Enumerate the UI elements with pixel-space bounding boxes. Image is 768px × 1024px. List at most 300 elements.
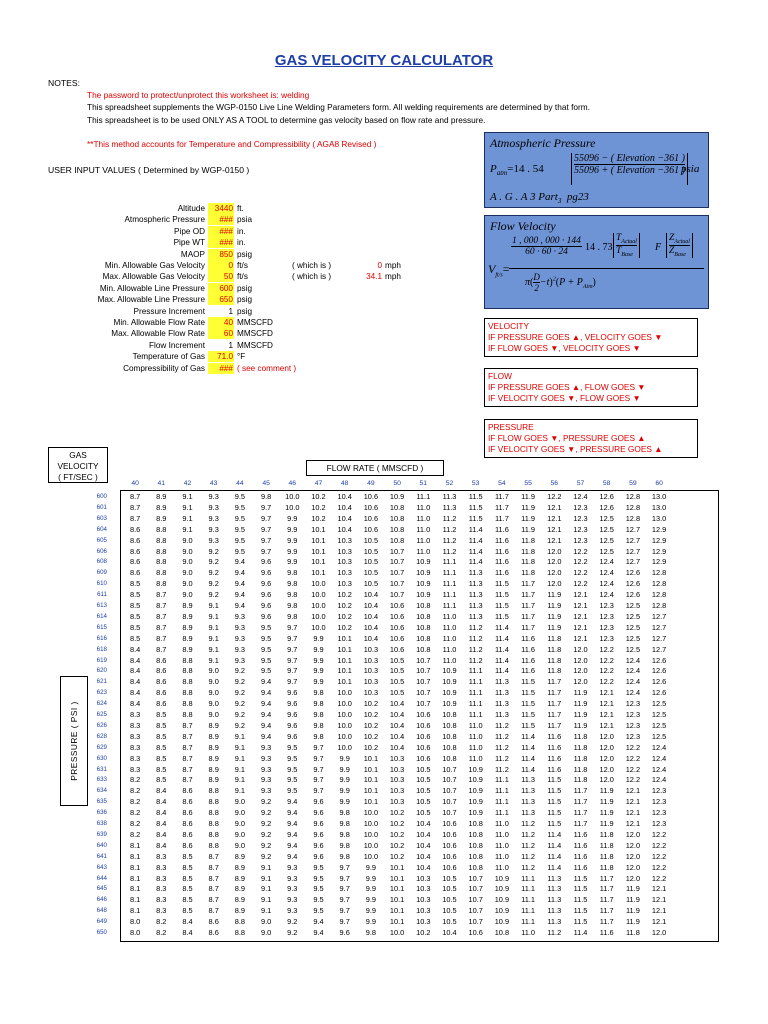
velocity-cell: 10.0 <box>285 492 300 501</box>
velocity-cell: 8.4 <box>156 819 167 828</box>
velocity-cell: 11.2 <box>442 546 457 556</box>
velocity-cell: 9.1 <box>260 906 272 916</box>
velocity-cell: 8.8 <box>182 677 193 687</box>
input-value-field[interactable]: ### <box>208 226 234 237</box>
velocity-cell: 10.0 <box>363 829 379 839</box>
velocity-cell: 11.7 <box>547 710 562 719</box>
input-value-field[interactable]: ### <box>208 214 234 225</box>
velocity-cell: 10.9 <box>468 775 483 785</box>
velocity-cell: 12.5 <box>625 633 641 643</box>
velocity-cell: 10.3 <box>389 797 405 807</box>
velocity-cell: 9.7 <box>287 655 298 665</box>
velocity-cell: 12.5 <box>599 524 614 534</box>
velocity-cell: 10.6 <box>442 862 457 872</box>
velocity-cell: 12.2 <box>651 840 667 850</box>
velocity-cell: 9.5 <box>234 546 246 556</box>
velocity-cell: 11.2 <box>468 644 483 654</box>
velocity-cell: 9.2 <box>208 557 219 567</box>
velocity-cell: 8.5 <box>156 720 167 730</box>
flow-main-fraction-bar <box>509 268 704 269</box>
velocity-cell: 11.7 <box>573 797 588 807</box>
velocity-cell: 11.0 <box>468 753 483 763</box>
flow-column-header: 41 <box>157 480 166 487</box>
velocity-cell: 10.8 <box>416 601 431 610</box>
velocity-cell: 11.8 <box>573 742 588 752</box>
velocity-cell: 11.2 <box>442 524 457 534</box>
velocity-cell: 11.6 <box>547 753 562 763</box>
velocity-cell: 11.0 <box>442 655 457 665</box>
velocity-cell: 8.8 <box>156 546 167 556</box>
velocity-cell: 11.3 <box>547 906 562 916</box>
velocity-cell: 9.3 <box>234 622 246 632</box>
velocity-cell: 8.7 <box>182 775 193 785</box>
input-value-field[interactable]: 0 <box>208 260 234 271</box>
velocity-cell: 10.2 <box>416 928 431 937</box>
velocity-cell: 11.9 <box>547 611 562 621</box>
atm-fraction <box>571 153 688 185</box>
velocity-cell: 12.6 <box>651 688 667 698</box>
velocity-cell: 9.3 <box>260 786 272 796</box>
velocity-cell: 10.0 <box>311 622 326 632</box>
pressure-row-header: 623 <box>96 689 107 697</box>
velocity-cell: 8.5 <box>129 622 141 632</box>
velocity-cell: 8.4 <box>156 829 167 839</box>
velocity-cell: 8.3 <box>156 895 167 905</box>
velocity-cell: 10.6 <box>416 710 431 719</box>
velocity-cell: 10.2 <box>389 840 405 850</box>
velocity-cell: 12.4 <box>625 655 641 665</box>
velocity-cell: 9.5 <box>287 786 298 796</box>
velocity-cell: 8.7 <box>208 895 219 905</box>
velocity-cell: 10.2 <box>337 611 352 621</box>
velocity-cell: 8.8 <box>156 535 167 545</box>
input-row <box>0 328 420 339</box>
velocity-cell: 8.4 <box>156 786 167 796</box>
velocity-cell: 12.4 <box>599 590 614 600</box>
velocity-cell: 9.4 <box>260 720 272 730</box>
velocity-cell: 10.7 <box>442 786 457 796</box>
velocity-cell: 8.8 <box>234 928 246 937</box>
velocity-cell: 10.1 <box>311 568 326 578</box>
velocity-cell: 9.7 <box>287 677 298 687</box>
velocity-cell: 12.1 <box>573 590 588 600</box>
velocity-cell: 9.0 <box>182 546 193 556</box>
velocity-cell: 10.4 <box>337 492 352 501</box>
velocity-cell: 9.8 <box>287 579 298 589</box>
velocity-cell: 11.9 <box>573 720 588 730</box>
velocity-cell: 10.4 <box>442 928 457 937</box>
velocity-cell: 11.1 <box>494 797 509 807</box>
velocity-cell: 9.4 <box>287 819 298 828</box>
velocity-cell: 9.5 <box>260 633 272 643</box>
velocity-cell: 12.1 <box>573 601 588 610</box>
velocity-cell: 8.5 <box>182 895 193 905</box>
velocity-cell: 11.6 <box>521 633 536 643</box>
velocity-cell: 12.1 <box>651 884 667 894</box>
velocity-cell: 8.4 <box>156 840 167 850</box>
velocity-cell: 9.1 <box>208 601 219 610</box>
velocity-cell: 10.8 <box>468 819 483 828</box>
velocity-cell: 12.0 <box>547 579 562 589</box>
velocity-cell: 11.1 <box>468 666 483 676</box>
input-value-field[interactable]: 600 <box>208 283 234 294</box>
velocity-cell: 9.2 <box>234 699 246 709</box>
velocity-cell: 9.2 <box>260 851 272 861</box>
velocity-cell: 9.3 <box>208 502 219 512</box>
velocity-cell: 11.0 <box>468 731 483 741</box>
flow-pi: π <box>525 276 531 288</box>
velocity-cell: 11.9 <box>521 513 536 523</box>
input-value-field[interactable]: 3440 <box>208 203 234 214</box>
velocity-cell: 11.2 <box>547 928 562 937</box>
velocity-cell: 10.8 <box>442 753 457 763</box>
velocity-cell: 13.0 <box>651 502 667 512</box>
velocity-cell: 10.7 <box>468 873 483 883</box>
velocity-cell: 8.5 <box>129 579 141 589</box>
velocity-cell: 9.4 <box>234 590 246 600</box>
velocity-cell: 12.4 <box>625 677 641 687</box>
velocity-cell: 9.3 <box>260 742 272 752</box>
atm-formula-lhs <box>490 163 544 177</box>
velocity-cell: 11.9 <box>573 688 588 698</box>
velocity-cell: 8.2 <box>129 786 141 796</box>
password-note: The password to protect/unprotect this worksheet is: welding <box>87 90 310 100</box>
velocity-cell: 12.1 <box>599 688 614 698</box>
velocity-cell: 10.9 <box>468 808 483 818</box>
velocity-cell: 12.5 <box>651 699 667 709</box>
input-label: Max. Allowable Flow Rate <box>111 329 205 339</box>
velocity-cell: 10.4 <box>389 731 405 741</box>
input-value-field[interactable]: 71.0 <box>208 351 234 362</box>
velocity-cell: 11.2 <box>494 753 509 763</box>
velocity-cell: 8.6 <box>129 524 141 534</box>
velocity-cell: 10.3 <box>389 753 405 763</box>
flow-column-header: 54 <box>498 480 506 487</box>
velocity-cell: 9.3 <box>287 862 298 872</box>
flow-column-header: 49 <box>367 480 375 487</box>
velocity-cell: 11.6 <box>547 764 562 774</box>
velocity-cell: 9.9 <box>339 786 350 796</box>
velocity-cell: 8.5 <box>129 611 141 621</box>
velocity-cell: 9.5 <box>234 492 246 501</box>
velocity-cell: 11.2 <box>521 851 536 861</box>
velocity-cell: 11.6 <box>494 524 509 534</box>
input-value-field[interactable]: 650 <box>208 294 234 305</box>
velocity-cell: 10.6 <box>416 720 431 730</box>
velocity-cell: 8.8 <box>208 819 219 828</box>
velocity-cell: 12.7 <box>625 546 641 556</box>
velocity-cell: 11.7 <box>599 906 614 916</box>
velocity-cell: 12.1 <box>573 633 588 643</box>
velocity-cell: 11.8 <box>599 840 614 850</box>
velocity-cell: 11.2 <box>521 840 536 850</box>
velocity-cell: 8.9 <box>234 873 246 883</box>
pressure-row-header: 640 <box>96 841 107 849</box>
velocity-cell: 8.8 <box>156 579 167 589</box>
velocity-cell: 9.2 <box>234 666 246 676</box>
velocity-cell: 12.5 <box>625 622 641 632</box>
velocity-cell: 11.2 <box>494 764 509 774</box>
flow-minus-t: −t <box>539 276 550 288</box>
velocity-cell: 9.1 <box>260 895 272 905</box>
velocity-cell: 12.3 <box>573 513 588 523</box>
velocity-cell: 11.8 <box>599 862 614 872</box>
velocity-cell: 10.3 <box>337 568 352 578</box>
velocity-cell: 10.7 <box>416 655 431 665</box>
input-row <box>0 306 420 317</box>
velocity-cell: 10.6 <box>363 513 379 523</box>
flow-frac-numerator: 1 , 000 , 000 · 144 <box>512 236 581 246</box>
velocity-cell: 10.8 <box>416 611 431 621</box>
velocity-cell: 10.8 <box>468 862 483 872</box>
velocity-cell: 11.5 <box>573 884 588 894</box>
velocity-cell: 11.4 <box>547 851 562 861</box>
flow-top-fraction <box>511 236 582 257</box>
velocity-cell: 8.9 <box>234 884 246 894</box>
velocity-cell: 11.5 <box>573 906 588 916</box>
velocity-cell: 10.5 <box>389 655 405 665</box>
flow-column-header: 53 <box>471 480 480 487</box>
velocity-cell: 10.7 <box>468 884 483 894</box>
velocity-cell: 8.9 <box>182 633 193 643</box>
velocity-cell: 12.8 <box>625 502 641 512</box>
velocity-cell: 10.0 <box>311 590 326 600</box>
velocity-cell: 12.7 <box>651 622 667 632</box>
velocity-cell: 12.2 <box>573 579 588 589</box>
velocity-cell: 9.2 <box>260 808 272 818</box>
velocity-cell: 12.1 <box>625 786 641 796</box>
velocity-cell: 11.9 <box>521 492 536 501</box>
velocity-cell: 9.5 <box>234 535 246 545</box>
velocity-cell: 12.3 <box>599 633 614 643</box>
velocity-cell: 8.4 <box>182 917 193 927</box>
velocity-cell: 11.0 <box>494 819 509 828</box>
velocity-cell: 10.9 <box>468 764 483 774</box>
velocity-cell: 12.6 <box>625 579 641 589</box>
input-value-field[interactable]: 60 <box>208 328 234 339</box>
input-value-field[interactable]: ### <box>208 363 234 374</box>
velocity-cell: 11.9 <box>573 710 588 719</box>
velocity-cell: 11.3 <box>547 884 562 894</box>
input-row <box>0 214 420 225</box>
flow-two: 2 <box>534 283 539 293</box>
input-label: Max. Allowable Gas Velocity <box>102 272 205 282</box>
velocity-cell: 10.8 <box>494 928 510 937</box>
input-value-field[interactable]: 850 <box>208 249 234 260</box>
velocity-cell: 11.4 <box>494 666 509 676</box>
velocity-cell: 11.9 <box>625 917 640 927</box>
velocity-cell: 11.9 <box>573 699 588 709</box>
velocity-cell: 10.4 <box>389 742 405 752</box>
velocity-cell: 10.8 <box>389 513 405 523</box>
velocity-cell: 9.9 <box>287 524 298 534</box>
velocity-cell: 9.9 <box>287 535 298 545</box>
velocity-cell: 12.0 <box>547 546 562 556</box>
velocity-cell: 8.6 <box>129 546 141 556</box>
velocity-rule-line: IF PRESSURE GOES ▲, VELOCITY GOES ▼ <box>488 332 663 342</box>
pressure-row-header: 608 <box>96 558 107 566</box>
velocity-cell: 12.4 <box>599 557 614 567</box>
velocity-cell: 8.6 <box>129 535 141 545</box>
pressure-row-header: 611 <box>97 591 107 599</box>
velocity-cell: 10.1 <box>363 797 379 807</box>
velocity-cell: 12.6 <box>599 492 614 501</box>
velocity-cell: 9.9 <box>313 633 324 643</box>
velocity-cell: 11.5 <box>573 873 588 883</box>
velocity-cell: 8.6 <box>156 688 167 698</box>
velocity-cell: 11.2 <box>521 829 536 839</box>
velocity-cell: 10.7 <box>442 797 457 807</box>
velocity-cell: 11.1 <box>468 710 483 719</box>
velocity-cell: 9.1 <box>260 862 272 872</box>
velocity-cell: 10.2 <box>337 601 352 610</box>
velocity-cell: 10.0 <box>337 688 352 698</box>
velocity-cell: 11.8 <box>547 666 562 676</box>
flow-rule-line: IF VELOCITY GOES ▼, FLOW GOES ▼ <box>488 393 641 403</box>
input-value-field[interactable]: 40 <box>208 317 234 328</box>
velocity-cell: 10.7 <box>468 906 483 916</box>
velocity-cell: 10.4 <box>416 819 431 828</box>
velocity-cell: 10.4 <box>416 862 431 872</box>
velocity-cell: 11.0 <box>442 611 457 621</box>
velocity-cell: 10.8 <box>468 829 483 839</box>
atm-p-symbol: P <box>490 163 497 175</box>
velocity-cell: 11.0 <box>442 633 457 643</box>
velocity-cell: 9.1 <box>182 513 193 523</box>
pressure-row-header: 619 <box>96 656 107 664</box>
velocity-cell: 12.2 <box>573 557 588 567</box>
velocity-cell: 11.2 <box>468 655 483 665</box>
input-row <box>0 317 420 328</box>
user-input-heading: USER INPUT VALUES ( Determined by WGP-0150 ) <box>48 165 250 175</box>
velocity-cell: 11.7 <box>599 895 614 905</box>
velocity-cell: 9.4 <box>313 928 324 937</box>
velocity-cell: 8.9 <box>208 731 219 741</box>
flow-d: D <box>533 272 540 282</box>
velocity-cell: 8.9 <box>182 622 193 632</box>
velocity-cell: 10.0 <box>337 699 352 709</box>
velocity-cell: 12.1 <box>651 917 667 927</box>
flow-f-symbol: F <box>655 242 662 253</box>
velocity-cell: 11.6 <box>573 829 588 839</box>
pressure-row-header: 630 <box>96 754 107 762</box>
pressure-row-header: 635 <box>96 798 107 806</box>
velocity-cell: 11.5 <box>494 579 509 589</box>
velocity-cell: 10.4 <box>363 611 379 621</box>
pressure-row-header: 615 <box>96 623 107 631</box>
velocity-cell: 11.7 <box>599 917 614 927</box>
z-base-subscript: Base <box>674 251 686 258</box>
velocity-cell: 12.0 <box>651 928 667 937</box>
velocity-cell: 11.5 <box>547 786 562 796</box>
velocity-cell: 9.1 <box>234 764 246 774</box>
pressure-row-header: 605 <box>96 536 107 544</box>
flow-frac-denominator: 60 · 60 · 24 <box>525 247 568 257</box>
velocity-cell: 9.7 <box>313 753 324 763</box>
velocity-cell: 11.5 <box>521 677 536 687</box>
input-label: MAOP <box>180 249 205 259</box>
velocity-cell: 9.5 <box>313 862 324 872</box>
velocity-cell: 8.7 <box>129 502 141 512</box>
velocity-cell: 10.6 <box>363 502 379 512</box>
input-value-field: 1 <box>228 306 233 316</box>
velocity-cell: 8.5 <box>156 764 167 774</box>
velocity-cell: 9.9 <box>365 862 377 872</box>
velocity-cell: 8.6 <box>208 928 219 937</box>
velocity-cell: 11.6 <box>573 840 588 850</box>
velocity-cell: 8.0 <box>129 928 141 937</box>
velocity-cell: 10.2 <box>337 622 352 632</box>
velocity-cell: 12.5 <box>651 710 667 719</box>
input-unit: MMSCFD <box>237 318 273 327</box>
velocity-cell: 12.6 <box>651 655 667 665</box>
velocity-cell: 11.9 <box>599 786 614 796</box>
velocity-cell: 9.3 <box>260 775 272 785</box>
velocity-cell: 8.9 <box>182 601 193 610</box>
pressure-row-header: 620 <box>96 667 107 675</box>
velocity-cell: 11.0 <box>416 502 431 512</box>
velocity-cell: 11.3 <box>521 786 536 796</box>
flow-column-header: 52 <box>445 480 454 487</box>
velocity-cell: 12.4 <box>651 753 667 763</box>
pressure-row-header: 629 <box>96 743 107 751</box>
velocity-cell: 9.1 <box>208 633 219 643</box>
velocity-cell: 11.8 <box>547 655 562 665</box>
velocity-cell: 9.2 <box>208 546 219 556</box>
velocity-cell: 11.1 <box>442 568 457 578</box>
velocity-cell: 11.9 <box>599 819 614 828</box>
input-value-field[interactable]: 50 <box>208 271 234 282</box>
velocity-cell: 11.7 <box>547 677 562 687</box>
velocity-cell: 11.4 <box>494 655 509 665</box>
velocity-cell: 12.0 <box>573 655 588 665</box>
velocity-cell: 11.5 <box>494 601 509 610</box>
velocity-cell: 12.6 <box>625 568 641 578</box>
input-value-field[interactable]: ### <box>208 237 234 248</box>
velocity-cell: 8.3 <box>129 742 141 752</box>
velocity-cell: 8.5 <box>182 906 193 916</box>
velocity-cell: 11.2 <box>468 622 483 632</box>
velocity-cell: 11.5 <box>573 895 588 905</box>
velocity-cell: 10.1 <box>337 644 352 654</box>
velocity-cell: 9.4 <box>287 797 298 807</box>
velocity-cell: 9.1 <box>208 655 219 665</box>
velocity-cell: 8.9 <box>156 502 167 512</box>
velocity-cell: 10.9 <box>494 884 510 894</box>
velocity-cell: 9.8 <box>339 808 350 818</box>
velocity-cell: 10.8 <box>389 524 405 534</box>
velocity-cell: 9.8 <box>313 731 324 741</box>
flow-p-term: P + P <box>559 276 583 288</box>
velocity-cell: 8.7 <box>156 644 167 654</box>
velocity-cell: 12.1 <box>599 710 614 719</box>
pressure-rule-line: IF VELOCITY GOES ▼, PRESSURE GOES ▲ <box>488 444 663 454</box>
velocity-cell: 10.8 <box>442 710 457 719</box>
velocity-cell: 10.4 <box>337 513 352 523</box>
velocity-cell: 9.8 <box>313 720 324 730</box>
flow-formula-title: Flow Velocity <box>490 219 556 233</box>
velocity-cell: 10.1 <box>389 884 405 894</box>
atm-ref-subscript: 3 <box>557 197 562 206</box>
velocity-cell: 12.0 <box>573 677 588 687</box>
velocity-cell: 9.7 <box>287 633 298 643</box>
velocity-cell: 10.0 <box>311 579 326 589</box>
input-unit: ft/s <box>237 272 248 282</box>
velocity-cell: 11.6 <box>521 655 536 665</box>
velocity-cell: 12.3 <box>651 797 667 807</box>
velocity-cell: 8.1 <box>129 895 141 905</box>
flow-v-lhs: $V_{ft/s}=$ <box>488 262 510 279</box>
